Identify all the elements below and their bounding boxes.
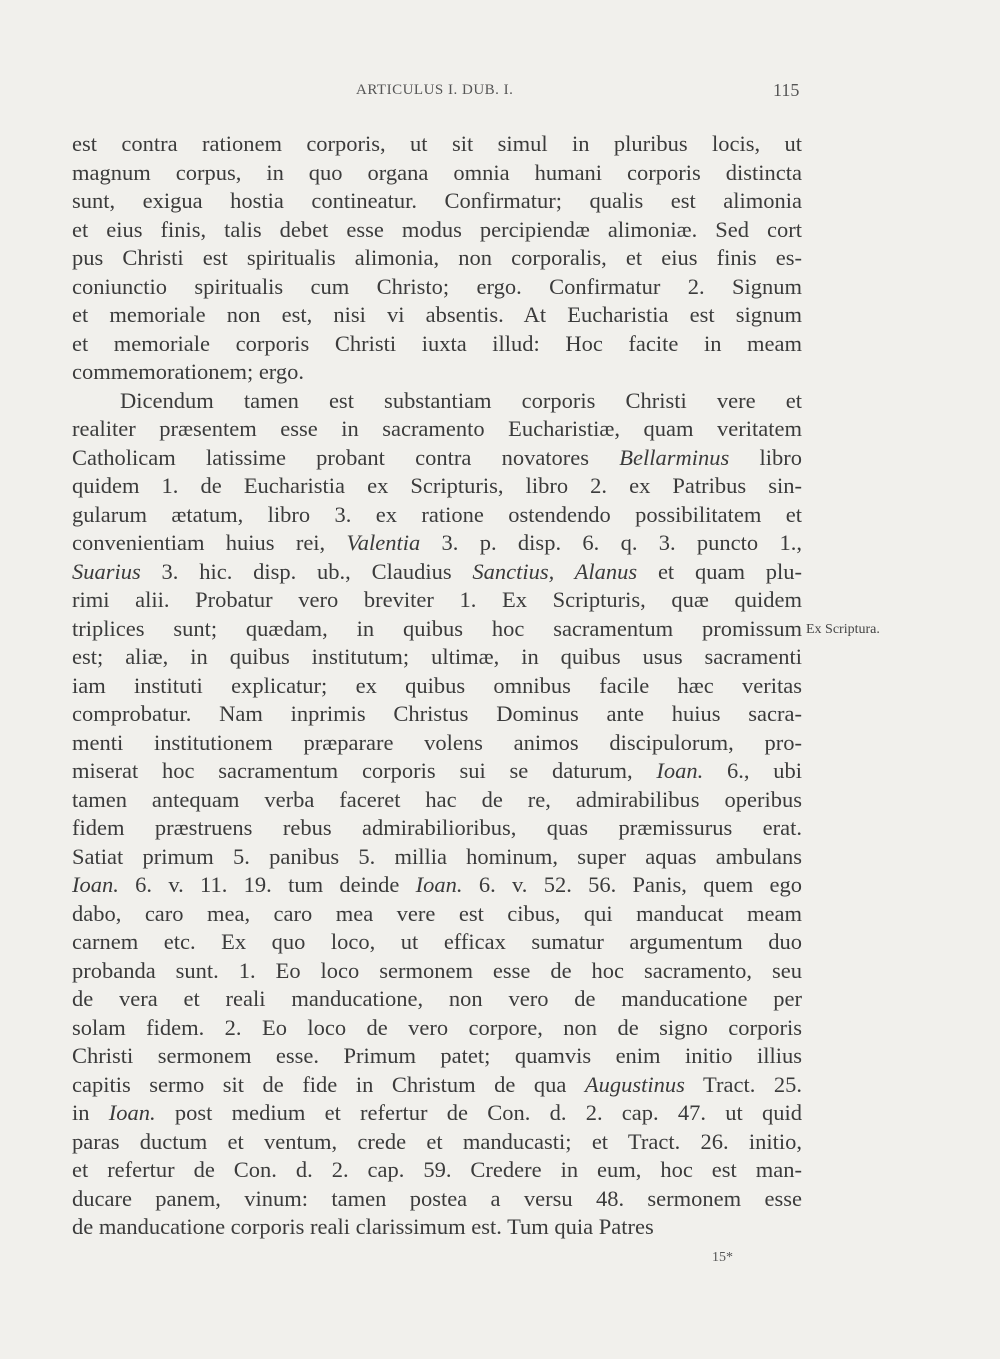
- text-line: [72, 700, 802, 729]
- text-segment: miserat hoc sacramentum corporis sui se daturum,: [72, 758, 657, 783]
- text-segment: et refertur de Con. d. 2. cap. 59. Credere in eum, hoc est man-: [72, 1157, 802, 1182]
- text-segment: Catholicam latissime probant contra novatores: [72, 444, 620, 470]
- text-line: [72, 501, 802, 530]
- text-segment: est; aliæ, in quibus institutum; ultimæ, in quibus usus sacramenti: [72, 644, 802, 669]
- text-segment: convenientiam huius rei,: [72, 530, 347, 555]
- text-segment: capitis sermo sit de fide in Christum de qua: [72, 1071, 585, 1097]
- text-segment: realiter præsentem esse in sacramento Eucharistiæ, quam veritatem: [72, 416, 802, 441]
- body-text: [72, 130, 802, 1242]
- text-segment: Tract. 25.: [684, 1071, 803, 1097]
- running-header-title: ARTICULUS I. DUB. I.: [356, 82, 514, 98]
- text-line: [72, 957, 802, 986]
- text-segment: menti institutionem præparare volens animos discipulorum, pro-: [72, 729, 802, 755]
- text-segment: 6., ubi: [703, 758, 802, 783]
- italic-citation: Ioan.: [656, 758, 704, 783]
- text-line: [72, 273, 802, 302]
- text-segment: paras ductum et ventum, crede et manducasti; et Tract. 26. initio,: [72, 1128, 802, 1154]
- text-segment: de manducatione corporis reali clarissimum est. Tum quia Patres: [72, 1214, 654, 1239]
- text-line: [72, 1128, 802, 1157]
- text-segment: probanda sunt. 1. Eo loco sermonem esse de hoc sacramento, seu: [72, 957, 802, 983]
- text-line: [72, 187, 802, 216]
- text-line: [72, 814, 802, 843]
- text-line: [72, 1071, 802, 1100]
- italic-citation: Ioan.: [108, 1100, 156, 1125]
- text-line: [72, 1213, 802, 1242]
- italic-citation: Valentia: [346, 530, 421, 555]
- text-segment: sunt, exigua hostia contineatur. Confirmatur; qualis est alimonia: [72, 188, 802, 213]
- text-line: [72, 358, 802, 387]
- italic-citation: Bellarminus: [619, 444, 730, 470]
- text-line: [72, 529, 802, 558]
- italic-citation: Sanctius, Alanus: [472, 558, 638, 584]
- text-segment: in: [72, 1100, 109, 1125]
- text-line: [72, 444, 802, 473]
- text-line: [72, 558, 802, 587]
- italic-citation: Ioan.: [72, 872, 119, 897]
- text-segment: et memoriale non est, nisi vi absentis. At Eucharistia est signum: [72, 302, 802, 327]
- text-segment: ducare panem, vinum: tamen postea a versu 48. sermonem esse: [72, 1185, 802, 1211]
- text-segment: solam fidem. 2. Eo loco de vero corpore, non de signo corporis: [72, 1014, 802, 1040]
- text-line: [72, 330, 802, 359]
- text-segment: magnum corpus, in quo organa omnia humani corporis distincta: [72, 159, 802, 185]
- text-line: [72, 786, 802, 815]
- italic-citation: Suarius: [72, 558, 141, 584]
- text-line: [72, 928, 802, 957]
- text-line: [72, 985, 802, 1014]
- text-line: [72, 216, 802, 245]
- text-segment: triplices sunt; quædam, in quibus hoc sacramentum promissum: [72, 615, 802, 641]
- text-segment: carnem etc. Ex quo loco, ut efficax sumatur argumentum duo: [72, 929, 802, 954]
- text-line: [72, 843, 802, 872]
- text-segment: tamen antequam verba faceret hac de re, admirabilibus operibus: [72, 786, 802, 812]
- text-line: [72, 615, 802, 644]
- text-line: [72, 1156, 802, 1185]
- text-segment: et quam plu-: [637, 558, 802, 584]
- margin-note: Ex Scriptura.: [806, 622, 880, 637]
- italic-citation: Ioan.: [415, 872, 463, 897]
- page-number: 115: [773, 80, 800, 100]
- text-segment: Christi sermonem esse. Primum patet; quamvis enim initio illius: [72, 1043, 802, 1068]
- text-line: [72, 301, 802, 330]
- text-segment: 6. v. 11. 19. tum deinde: [118, 872, 416, 897]
- text-line: [72, 1185, 802, 1214]
- text-segment: de vera et reali manducatione, non vero de manducatione per: [72, 986, 802, 1011]
- text-line: [72, 672, 802, 701]
- text-segment: pus Christi est spiritualis alimonia, non corporalis, et eius finis es-: [72, 245, 802, 270]
- text-line: [72, 586, 802, 615]
- text-line: [72, 1099, 802, 1128]
- text-segment: commemorationem; ergo.: [72, 359, 305, 384]
- text-segment: Satiat primum 5. panibus 5. millia hominum, super aquas ambulans: [72, 843, 802, 869]
- printer-signature-mark: 15*: [712, 1250, 733, 1265]
- text-segment: comprobatur. Nam inprimis Christus Dominus ante huius sacra-: [72, 701, 802, 726]
- text-line: [72, 159, 802, 188]
- italic-citation: Augustinus: [584, 1071, 685, 1097]
- text-line: [72, 871, 802, 900]
- text-segment: et memoriale corporis Christi iuxta illud: Hoc facite in meam: [72, 330, 802, 356]
- text-line: [72, 729, 802, 758]
- text-line: [72, 1042, 802, 1071]
- text-segment: gularum ætatum, libro 3. ex ratione ostendendo possibilitatem et: [72, 501, 802, 527]
- text-segment: 3. p. disp. 6. q. 3. puncto 1.,: [420, 530, 802, 555]
- text-line: [72, 387, 802, 416]
- text-segment: dabo, caro mea, caro mea vere est cibus, qui manducat meam: [72, 900, 802, 926]
- text-segment: coniunctio spiritualis cum Christo; ergo. Confirmatur 2. Signum: [72, 273, 802, 299]
- text-line: [72, 643, 802, 672]
- text-segment: libro: [729, 444, 803, 470]
- text-line: [72, 757, 802, 786]
- text-segment: 6. v. 52. 56. Panis, quem ego: [462, 872, 802, 897]
- text-segment: quidem 1. de Eucharistia ex Scripturis, libro 2. ex Patribus sin-: [72, 473, 802, 498]
- text-segment: Dicendum tamen est substantiam corporis Christi vere et: [120, 387, 802, 413]
- text-line: [72, 415, 802, 444]
- text-line: [72, 900, 802, 929]
- text-segment: fidem præstruens rebus admirabilioribus, quas præmissurus erat.: [72, 815, 802, 840]
- text-segment: iam instituti explicatur; ex quibus omnibus facile hæc veritas: [72, 672, 802, 698]
- text-line: [72, 472, 802, 501]
- text-line: [72, 1014, 802, 1043]
- text-segment: 3. hic. disp. ub., Claudius: [140, 558, 473, 584]
- text-line: [72, 130, 802, 159]
- text-segment: rimi alii. Probatur vero breviter 1. Ex Scripturis, quæ quidem: [72, 587, 802, 612]
- text-segment: post medium et refertur de Con. d. 2. cap. 47. ut quid: [155, 1100, 802, 1125]
- text-segment: et eius finis, talis debet esse modus percipiendæ alimoniæ. Sed cort: [72, 216, 802, 242]
- text-line: [72, 244, 802, 273]
- text-segment: est contra rationem corporis, ut sit simul in pluribus locis, ut: [72, 131, 802, 156]
